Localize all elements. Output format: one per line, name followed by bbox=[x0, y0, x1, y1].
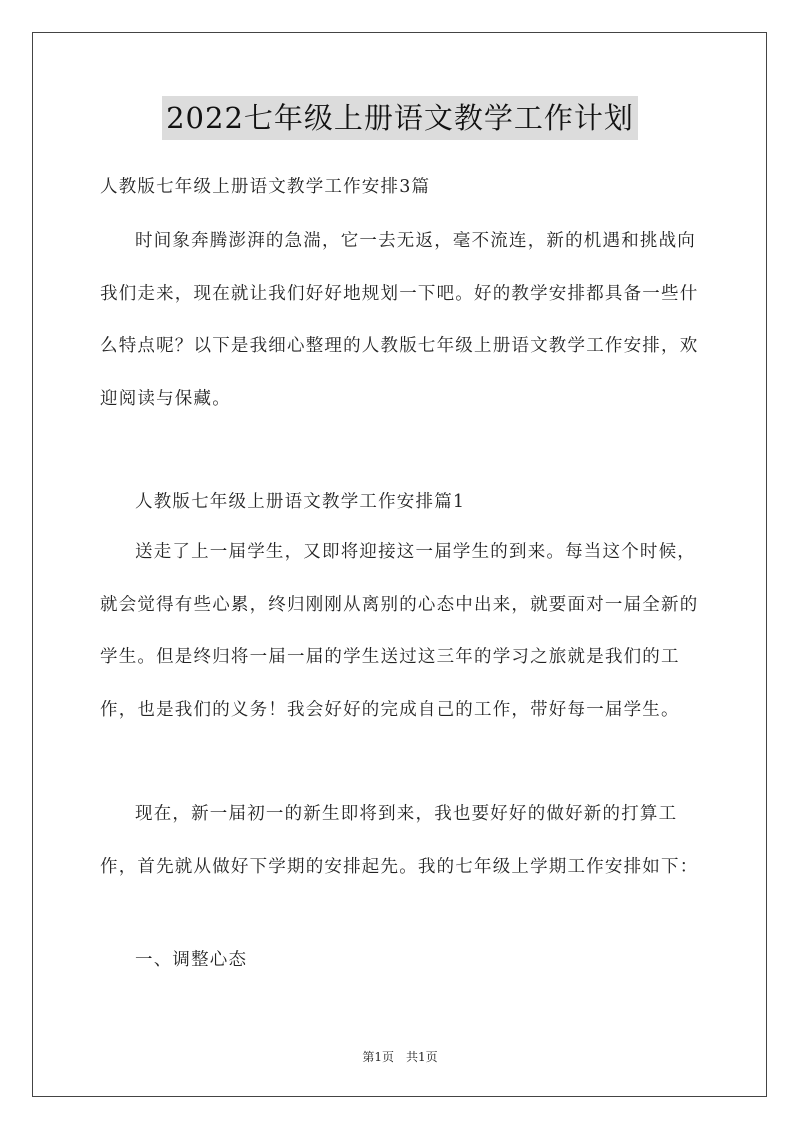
intro-paragraph: 时间象奔腾澎湃的急湍，它一去无返，毫不流连，新的机遇和挑战向我们走来，现在就让我们好好地规划一下吧。好的教学安排都具备一些什么特点呢？以下是我细心整理的人教版七年级上册语文教学工作安排，欢迎阅读与保藏。 bbox=[100, 231, 699, 409]
body-paragraph-1: 送走了上一届学生，又即将迎接这一届学生的到来。每当这个时候，就会觉得有些心累，终归刚刚从离别的心态中出来，就要面对一届全新的学生。但是终归将一届一届的学生送过这三年的学习之旅就是我们的工作，也是我们的义务！我会好好的完成自己的工作，带好每一届学生。 bbox=[100, 542, 699, 720]
document-subtitle: 人教版七年级上册语文教学工作安排3篇 bbox=[100, 177, 431, 197]
body-paragraph-2: 现在，新一届初一的新生即将到来，我也要好好的做好新的打算工作，首先就从做好下学期的安排起先。我的七年级上学期工作安排如下： bbox=[100, 804, 699, 877]
page-footer: 第1页 共1页 bbox=[362, 1050, 438, 1064]
title-container bbox=[0, 96, 800, 140]
document-title: 2022七年级上册语文教学工作计划 bbox=[162, 96, 638, 140]
item-heading: 一、调整心态 bbox=[135, 950, 248, 970]
section-heading: 人教版七年级上册语文教学工作安排篇1 bbox=[135, 492, 466, 512]
